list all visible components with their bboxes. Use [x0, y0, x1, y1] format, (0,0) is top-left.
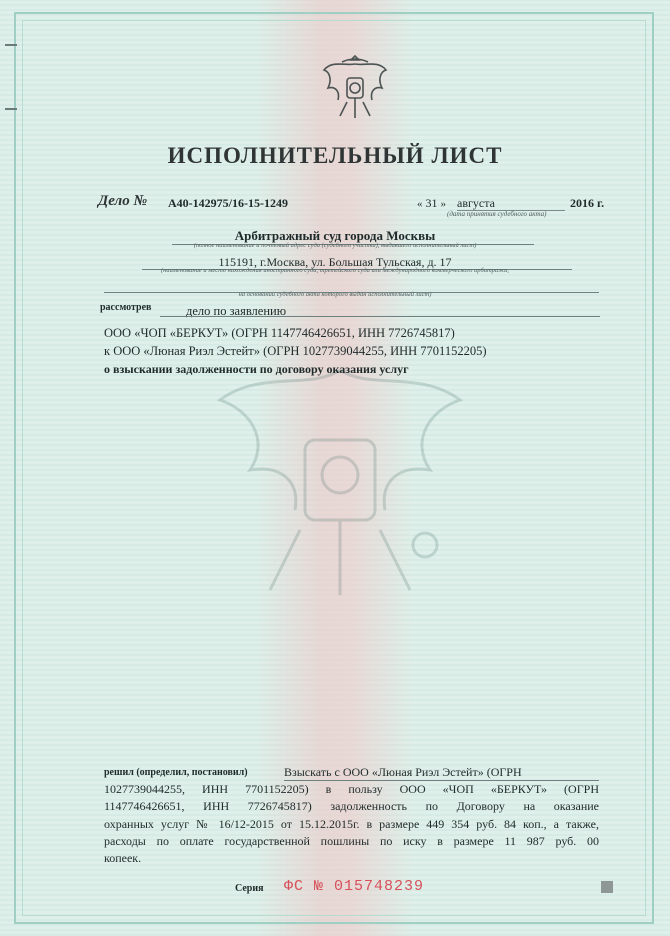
court-address: 115191, г.Москва, ул. Большая Тульская, д. 17: [218, 255, 452, 269]
claim-subject: о взыскании задолженности по договору оказания услуг: [104, 362, 409, 376]
resolution-label: решил (определил, постановил): [104, 767, 248, 778]
resolution-line: расходы по оплате государственной пошлины по иску в размере 11 987 руб. 00: [104, 833, 599, 848]
claimant: ООО «ЧОП «БЕРКУТ» (ОГРН 1147746426651, ИНН 7726745817): [104, 326, 455, 340]
resolution-first-line: Взыскать с ООО «Люная Риэл Эстейт» (ОГРН: [284, 765, 522, 779]
series-number: ФС № 015748239: [284, 878, 425, 895]
considered-value: дело по заявлению: [186, 304, 287, 318]
considered-label: рассмотрев: [100, 302, 152, 313]
corner-mark: [601, 881, 613, 893]
date-day: « 31 »: [417, 196, 446, 210]
case-number: А40-142975/16-15-1249: [168, 196, 288, 210]
court-name-hint: (полное наименование и почтовый адрес суда (судебного участка), выдавшего исполнительный лист): [193, 242, 477, 249]
binding-mark: [5, 44, 17, 46]
series-label: Серия: [235, 883, 264, 894]
court-name: Арбитражный суд города Москвы: [234, 228, 436, 243]
resolution-line: копеек.: [104, 851, 142, 866]
document-title: ИСПОЛНИТЕЛЬНЫЙ ЛИСТ: [167, 143, 503, 168]
resolution-line: охранных услуг № 16/12-2015 от 15.12.2015г. в размере 449 354 руб. 84 коп., а также,: [104, 816, 599, 831]
resolution-line: 1147746426651, ИНН 7726745817) задолженность по Договору на оказание: [104, 799, 599, 814]
defendant: к ООО «Люная Риэл Эстейт» (ОГРН 1027739044255, ИНН 7701152205): [104, 344, 487, 358]
case-label: Дело №: [98, 193, 148, 209]
resolution-line: 1027739044255, ИНН 7701152205) в пользу ООО «ЧОП «БЕРКУТ» (ОГРН: [104, 782, 599, 796]
resolution-text: [104, 781, 599, 867]
date-month: августа: [457, 196, 495, 210]
court-address-hint: (наименование и место нахождения иностранного суда, третейского суда или международного коммерческого арбитража,: [160, 267, 510, 274]
basis-hint: на основании судебного акта которого выдан исполнительный лист): [238, 291, 432, 298]
russian-coat-of-arms-icon: [320, 50, 390, 122]
considered-underline: [160, 316, 600, 317]
date-hint: (дата принятия судебного акта): [447, 210, 547, 218]
date-year: 2016 г.: [570, 196, 605, 210]
binding-mark: [5, 108, 17, 110]
